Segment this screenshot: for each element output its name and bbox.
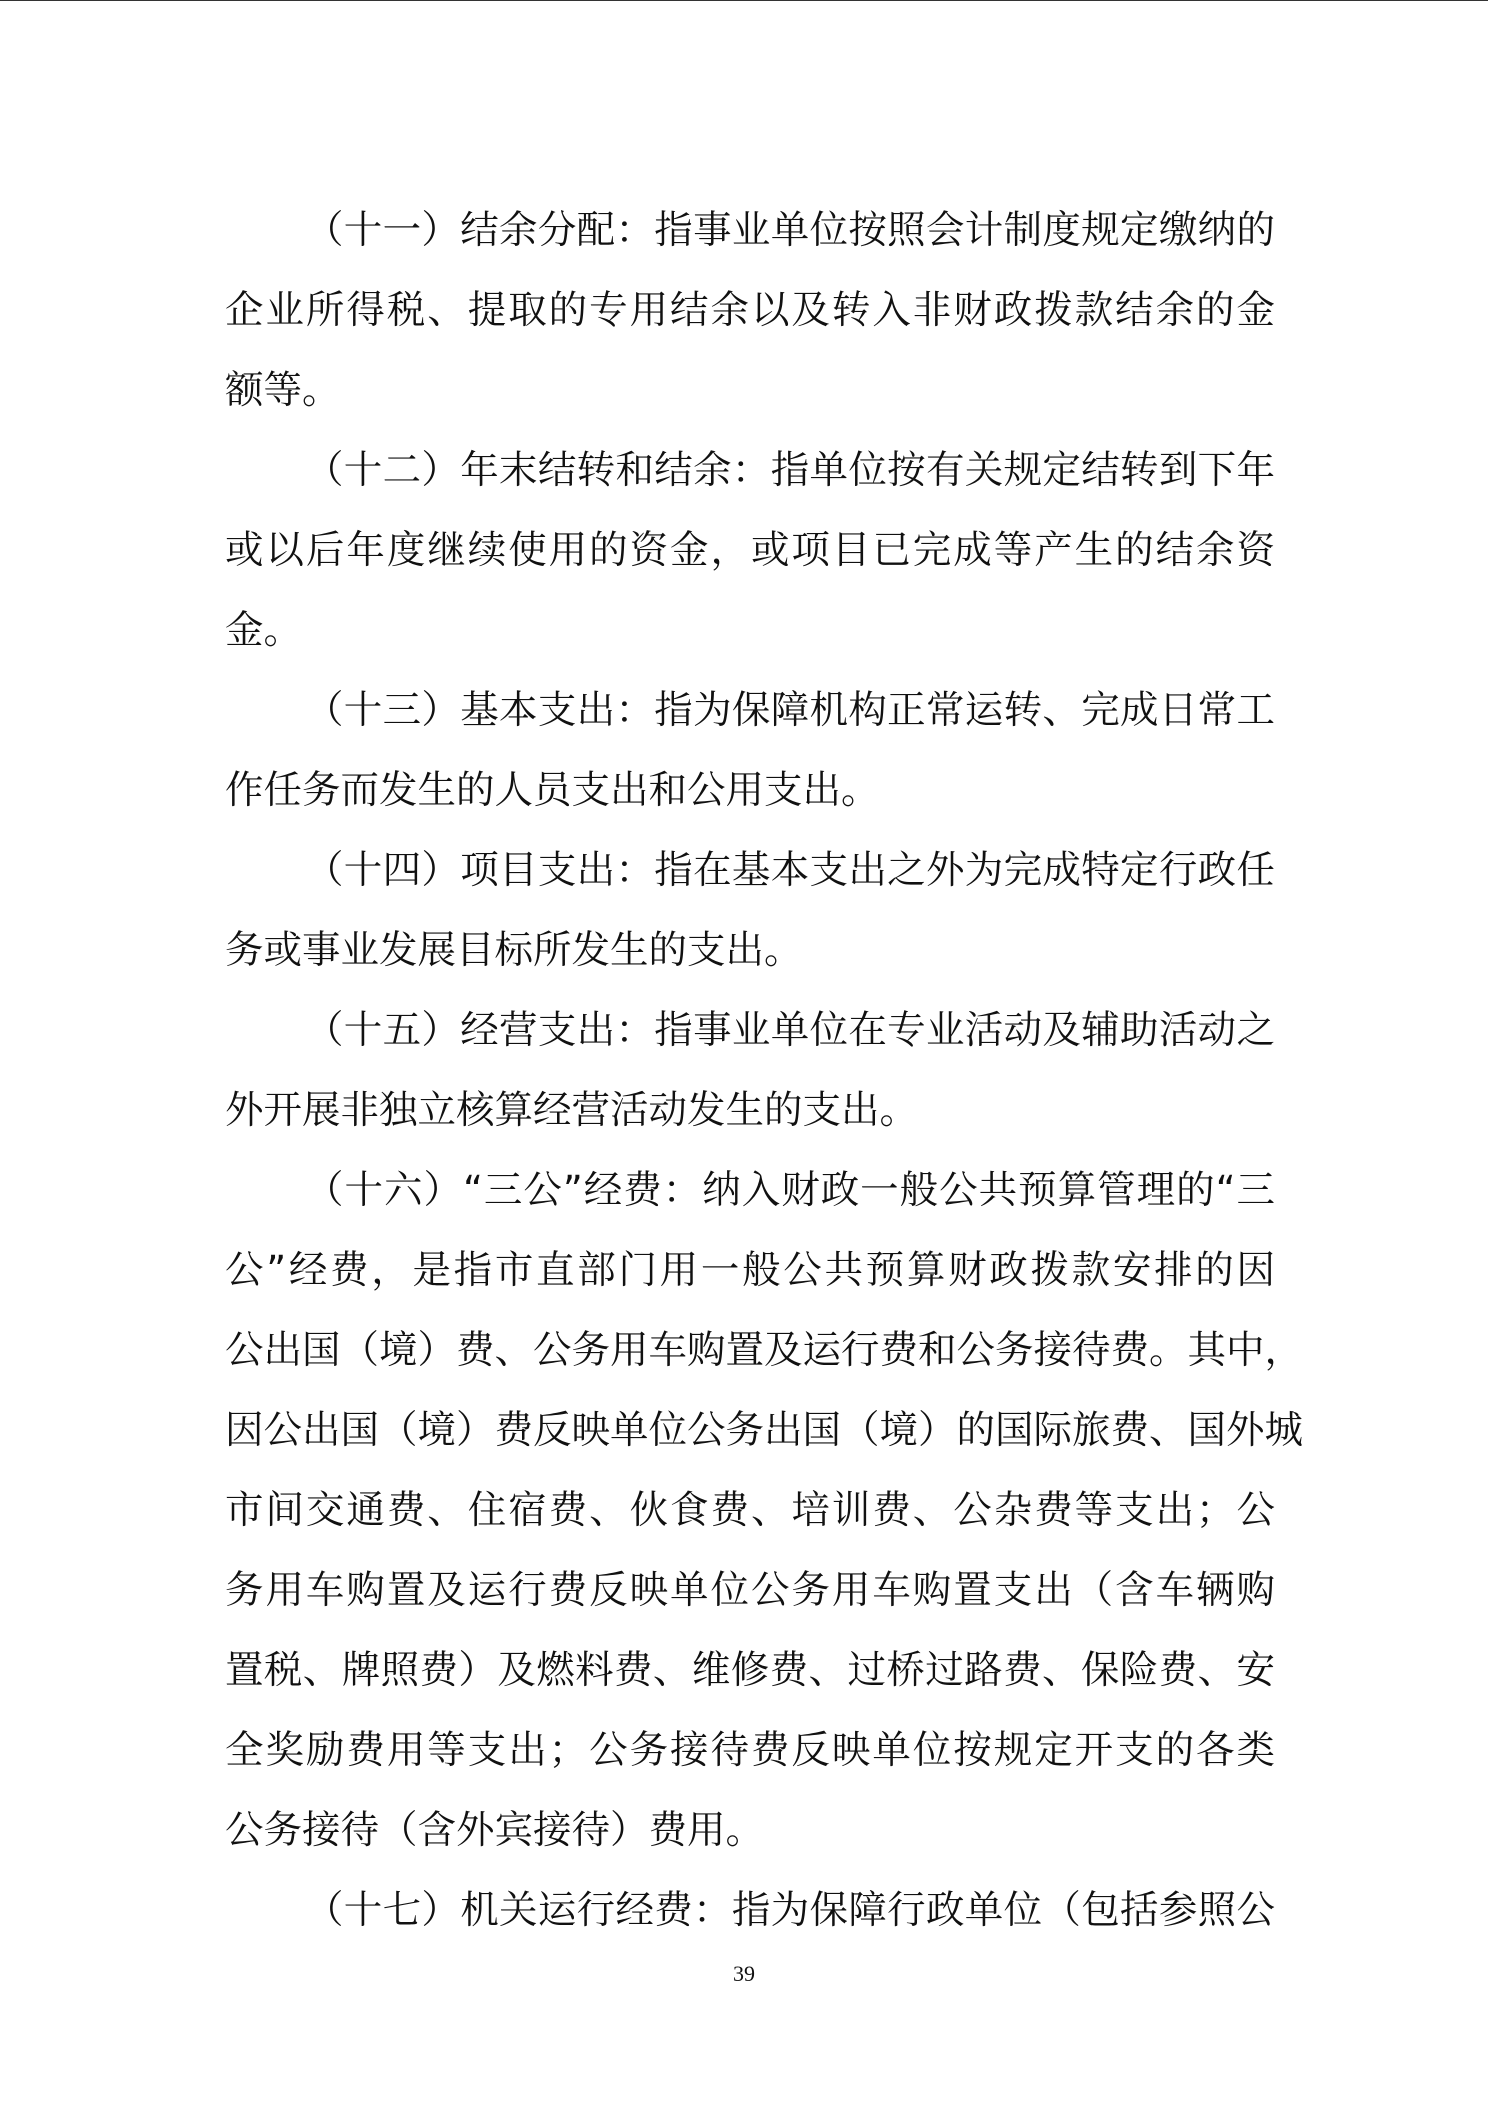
text-line: 因公出国（境）费反映单位公务出国（境）的国际旅费、国外城 bbox=[225, 1408, 1304, 1453]
text-line: 额等。 bbox=[225, 368, 341, 413]
page-number: 39 bbox=[733, 1961, 755, 1986]
text-line: 置税、牌照费）及燃料费、维修费、过桥过路费、保险费、安 bbox=[225, 1648, 1275, 1693]
text-line: （十一）结余分配：指事业单位按照会计制度规定缴纳的 bbox=[305, 208, 1275, 253]
text-line: （十五）经营支出：指事业单位在专业活动及辅助活动之 bbox=[305, 1008, 1275, 1053]
text-line: （十三）基本支出：指为保障机构正常运转、完成日常工 bbox=[305, 688, 1275, 733]
text-line: 作任务而发生的人员支出和公用支出。 bbox=[225, 768, 880, 813]
text-line: 全奖励费用等支出；公务接待费反映单位按规定开支的各类 bbox=[225, 1728, 1275, 1773]
text-line: 务或事业发展目标所发生的支出。 bbox=[225, 928, 803, 973]
text-line: （十二）年末结转和结余：指单位按有关规定结转到下年 bbox=[305, 448, 1275, 493]
text-line: 金。 bbox=[225, 608, 303, 653]
text-line: （十四）项目支出：指在基本支出之外为完成特定行政任 bbox=[305, 848, 1275, 893]
text-line: 或以后年度继续使用的资金，或项目已完成等产生的结余资 bbox=[225, 528, 1275, 573]
text-line: 公”经费，是指市直部门用一般公共预算财政拨款安排的因 bbox=[225, 1248, 1275, 1293]
text-line: 公出国（境）费、公务用车购置及运行费和公务接待费。其中， bbox=[225, 1328, 1304, 1373]
text-line: （十七）机关运行经费：指为保障行政单位（包括参照公 bbox=[305, 1888, 1275, 1933]
text-line: （十六）“三公”经费：纳入财政一般公共预算管理的“三 bbox=[305, 1168, 1275, 1213]
text-line: 务用车购置及运行费反映单位公务用车购置支出（含车辆购 bbox=[225, 1568, 1275, 1613]
text-line: 市间交通费、住宿费、伙食费、培训费、公杂费等支出；公 bbox=[225, 1488, 1275, 1533]
text-line: 公务接待（含外宾接待）费用。 bbox=[225, 1808, 765, 1853]
text-line: 外开展非独立核算经营活动发生的支出。 bbox=[225, 1088, 919, 1133]
text-line: 企业所得税、提取的专用结余以及转入非财政拨款结余的金 bbox=[225, 288, 1275, 333]
